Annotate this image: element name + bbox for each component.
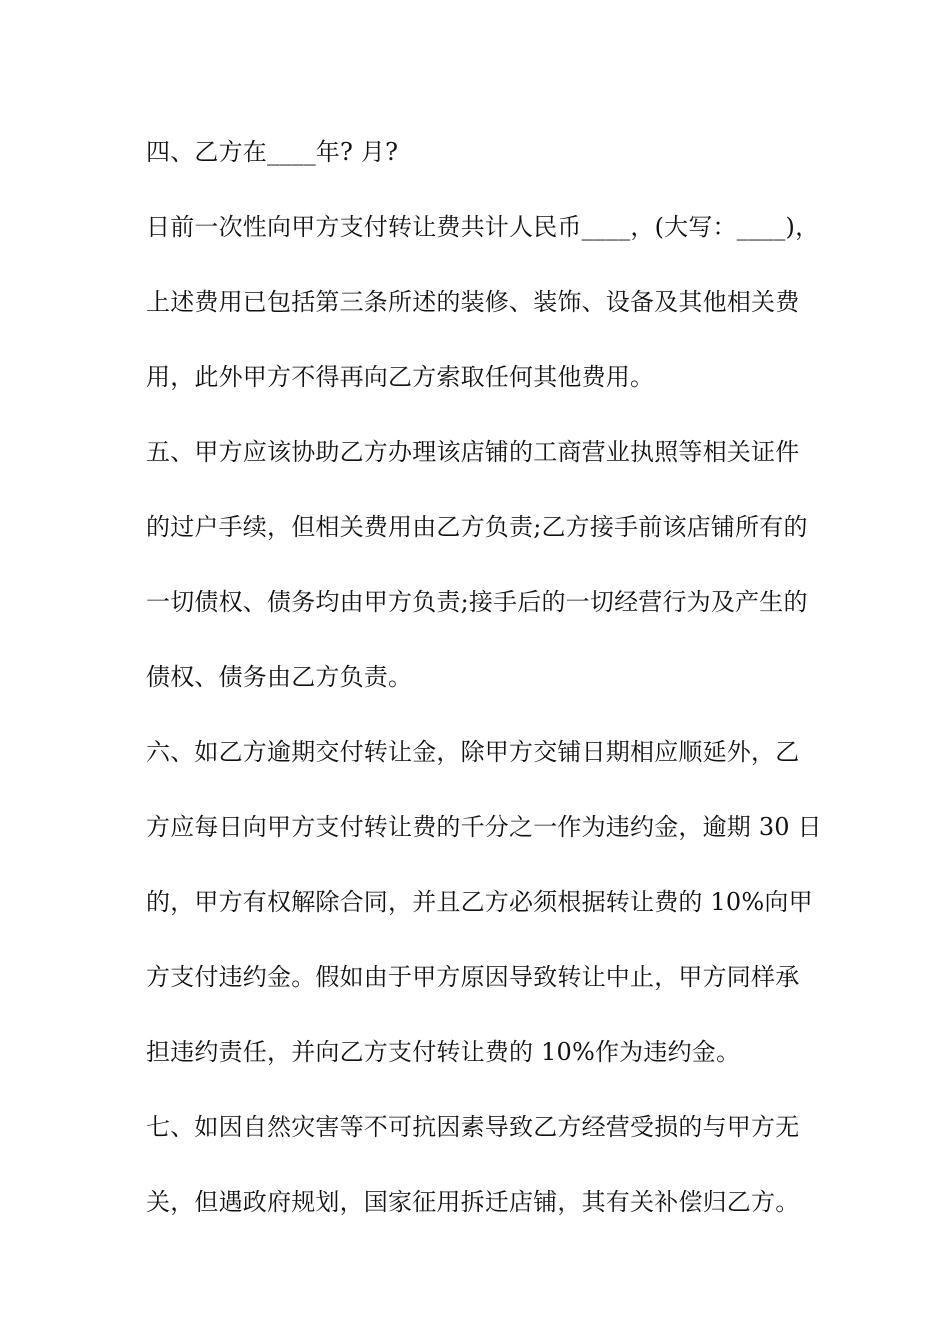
text-line: 七、如因自然灾害等不可抗因素导致乙方经营受损的与甲方无 (146, 1113, 800, 1141)
text-line: 方支付违约金。假如由于甲方原因导致转让中止，甲方同样承 (146, 963, 800, 991)
text-line: 四、乙方在____年? 月? (146, 138, 399, 166)
text-line: 六、如乙方逾期交付转让金，除甲方交铺日期相应顺延外，乙 (146, 738, 800, 766)
text-line: 五、甲方应该协助乙方办理该店铺的工商营业执照等相关证件 (146, 438, 800, 466)
text-line: 上述费用已包括第三条所述的装修、装饰、设备及其他相关费 (146, 288, 800, 316)
text-line: 债权、债务由乙方负责。 (146, 663, 413, 691)
text-line: 的，甲方有权解除合同，并且乙方必须根据转让费的 10%向甲 (146, 888, 813, 916)
text-line: 方应每日向甲方支付转让费的千分之一作为违约金，逾期 30 日 (146, 813, 822, 841)
text-line: 一切债权、债务均由甲方负责;接手后的一切经营行为及产生的 (146, 588, 808, 616)
text-line: 的过户手续，但相关费用由乙方负责;乙方接手前该店铺所有的 (146, 513, 808, 541)
text-line: 关，但遇政府规划，国家征用拆迁店铺，其有关补偿归乙方。 (146, 1188, 800, 1216)
text-line: 日前一次性向甲方支付转让费共计人民币____，(大写：____)， (146, 213, 820, 241)
text-line: 用，此外甲方不得再向乙方索取任何其他费用。 (146, 363, 655, 391)
text-line: 担违约责任，并向乙方支付转让费的 10%作为违约金。 (146, 1038, 741, 1066)
